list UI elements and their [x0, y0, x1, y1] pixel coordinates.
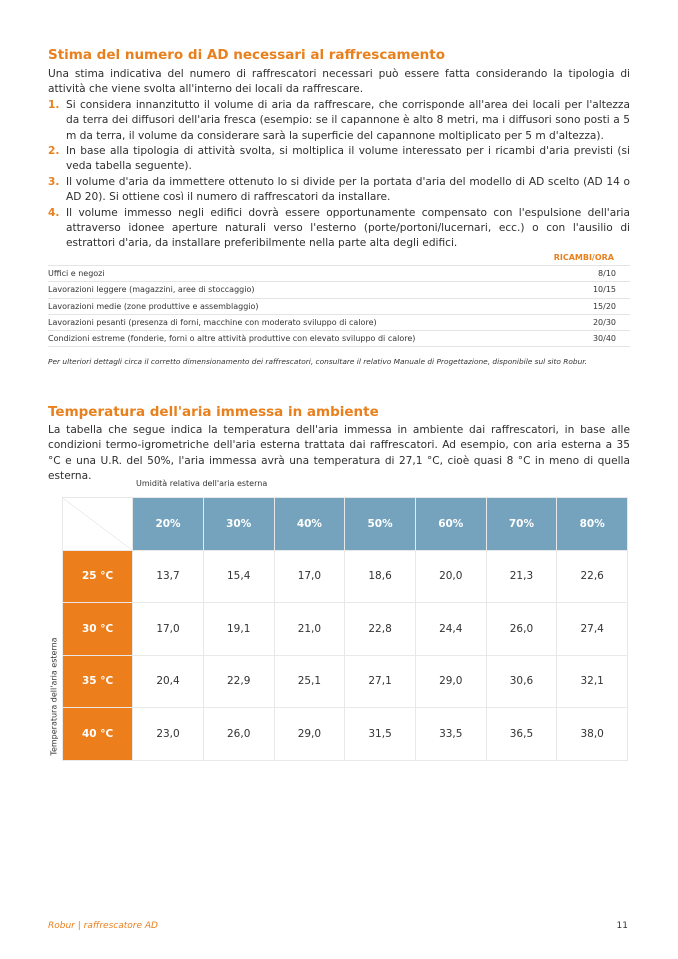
- list-item: [48, 144, 630, 175]
- table-cell: 22,6: [557, 550, 628, 603]
- table-row: [48, 266, 630, 282]
- column-header: 70%: [486, 498, 557, 551]
- header-row: [63, 498, 628, 551]
- table-cell: 24,4: [415, 603, 486, 656]
- temperature-table: [62, 497, 628, 761]
- footer-brand: Robur | raffrescatore AD: [48, 921, 158, 931]
- step-text: Il volume d'aria da immettere ottenuto lo si divide per la portata d'aria del modello di AD scelto (AD 14 o AD 20). Si ottiene così il numero di raffrescatori da installare.: [66, 175, 630, 204]
- row-value: 30/40: [592, 334, 616, 344]
- row-value: 10/15: [592, 285, 616, 295]
- corner-cell: [63, 498, 133, 551]
- table-cell: 30,6: [486, 655, 557, 708]
- air-changes-header: RICAMBI/ORA: [48, 250, 630, 266]
- table-row: [63, 655, 628, 708]
- row-value: 15/20: [592, 301, 616, 311]
- row-header: 35 °C: [63, 655, 133, 708]
- table-row: [63, 550, 628, 603]
- step-number: 3.: [48, 175, 60, 188]
- temperature-intro: La tabella che segue indica la temperatura dell'aria immessa in ambiente dai raffrescatori, in base alle condizioni termo-igrometriche dell'aria esterna trattata dai raffrescatori. Ad esempio, con aria esterna a 35 °C e una U.R. del 50%, l'aria immessa avrà una temperatura di 27,1 °C, cioè quasi 8 °C in meno di quella esterna.: [48, 424, 630, 483]
- row-label: Lavorazioni pesanti (presenza di forni, macchine con moderato sviluppo di calore): [48, 317, 377, 327]
- column-header: 30%: [203, 498, 274, 551]
- table-row: [48, 315, 630, 331]
- column-header: 20%: [133, 498, 204, 551]
- table-row: [63, 708, 628, 761]
- row-value: 8/10: [598, 269, 616, 278]
- table-cell: 29,0: [415, 655, 486, 708]
- column-header: 50%: [345, 498, 416, 551]
- row-label: Lavorazioni medie (zone produttive e assemblaggio): [48, 301, 259, 311]
- table-cell: 19,1: [203, 603, 274, 656]
- table-cell: 17,0: [133, 603, 204, 656]
- page-number: 11: [616, 921, 628, 931]
- table-cell: 21,3: [486, 550, 557, 603]
- row-header: 40 °C: [63, 708, 133, 761]
- row-header: 30 °C: [63, 603, 133, 656]
- table-cell: 32,1: [557, 655, 628, 708]
- table-row: [48, 299, 630, 315]
- estimate-body: [48, 67, 630, 252]
- step-text: Si considera innanzitutto il volume di aria da raffrescare, che corrisponde all'area dei locali per l'altezza da terra dei diffusori dell'aria fresca (esempio: se il capannone è alto 8 metri, ma i diffusori sono posti a 5 m da terra, il volume da considerare sarà la superficie del capannone moltiplicato per 5 m d'altezza).: [66, 98, 630, 142]
- temperature-caption: Temperatura dell'aria esterna: [49, 637, 59, 756]
- row-value: 20/30: [592, 317, 616, 327]
- table-note: Per ulteriori dettagli circa il corretto dimensionamento dei raffrescatori, consultare il relativo Manuale di Progettazione, disponibile sul sito Robur.: [48, 357, 587, 366]
- table-cell: 15,4: [203, 550, 274, 603]
- step-text: Il volume immesso negli edifici dovrà essere opportunamente compensato con l'espulsione dell'aria attraverso idonee aperture naturali verso l'esterno (porte/portoni/lucernari, ecc.) o con l'ausilio di estrattori d'aria, da installare preferibilmente nella parte alta degli edifici.: [66, 206, 630, 250]
- table-cell: 13,7: [133, 550, 204, 603]
- column-header: 60%: [415, 498, 486, 551]
- table-cell: 29,0: [274, 708, 345, 761]
- table-cell: 22,9: [203, 655, 274, 708]
- table-cell: 27,1: [345, 655, 416, 708]
- list-item: [48, 98, 630, 144]
- table-row: [48, 331, 630, 347]
- table-cell: 38,0: [557, 708, 628, 761]
- air-changes-table: [48, 250, 630, 347]
- column-header: 40%: [274, 498, 345, 551]
- row-label: Condizioni estreme (fonderie, forni o altre attività produttive con elevato sviluppo di calore): [48, 334, 416, 344]
- table-cell: 21,0: [274, 603, 345, 656]
- table-cell: 33,5: [415, 708, 486, 761]
- row-label: Uffici e negozi: [48, 269, 105, 278]
- table-cell: 27,4: [557, 603, 628, 656]
- row-label: Lavorazioni leggere (magazzini, aree di stoccaggio): [48, 285, 255, 295]
- table-cell: 22,8: [345, 603, 416, 656]
- humidity-caption: Umidità relativa dell'aria esterna: [136, 479, 268, 488]
- table-row: [48, 282, 630, 298]
- table-cell: 31,5: [345, 708, 416, 761]
- step-number: 1.: [48, 98, 60, 111]
- list-item: [48, 206, 630, 252]
- table-cell: 23,0: [133, 708, 204, 761]
- row-header: 25 °C: [63, 550, 133, 603]
- table-cell: 18,6: [345, 550, 416, 603]
- list-item: [48, 175, 630, 206]
- table-cell: 17,0: [274, 550, 345, 603]
- column-header: 80%: [557, 498, 628, 551]
- table-cell: 36,5: [486, 708, 557, 761]
- steps-list: [48, 98, 630, 252]
- table-cell: 20,0: [415, 550, 486, 603]
- table-cell: 26,0: [486, 603, 557, 656]
- section-title-estimate: Stima del numero di AD necessari al raffrescamento: [48, 47, 446, 63]
- table-row: [63, 603, 628, 656]
- table-cell: 20,4: [133, 655, 204, 708]
- step-text: In base alla tipologia di attività svolta, si moltiplica il volume interessato per i ricambi d'aria previsti (si veda tabella seguente).: [66, 145, 630, 173]
- estimate-intro: Una stima indicativa del numero di raffrescatori necessari può essere fatta considerando la tipologia di attività che viene svolta all'interno dei locali da raffrescare.: [48, 68, 630, 96]
- step-number: 2.: [48, 145, 60, 158]
- table-cell: 26,0: [203, 708, 274, 761]
- step-number: 4.: [48, 206, 60, 219]
- table-cell: 25,1: [274, 655, 345, 708]
- section-title-temperature: Temperatura dell'aria immessa in ambiente: [48, 404, 379, 420]
